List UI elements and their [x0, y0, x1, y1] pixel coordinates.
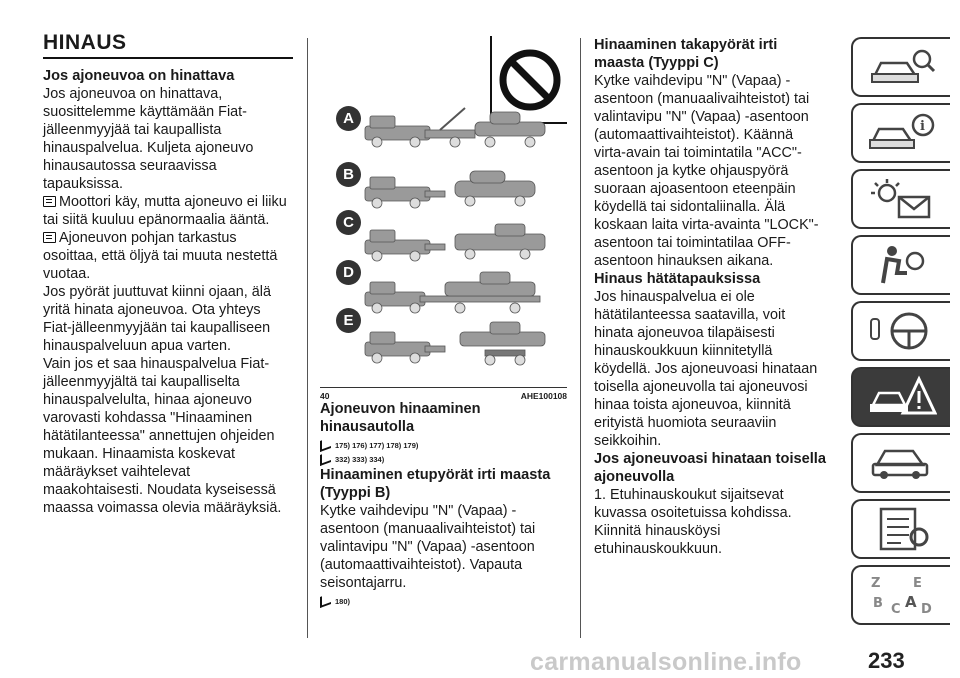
note-text: Ajoneuvon pohjan tarkastus osoittaa, että öljyä tai muuta nestettä vuotaa.: [43, 230, 278, 282]
car-warning-triangle-icon: [867, 375, 937, 419]
steering-wheel-icon: [867, 309, 937, 353]
note-icon: [43, 232, 56, 243]
note-item: [43, 229, 293, 283]
tow-trucks-illustration: [320, 36, 567, 382]
note-icon: [43, 196, 56, 207]
chapter-tab-info[interactable]: [851, 103, 950, 163]
car-maintenance-icon: [867, 441, 937, 485]
watermark: carmanualsonline.info: [530, 648, 802, 676]
chapter-tab-vehicle[interactable]: [851, 37, 950, 97]
chapter-tab-safety[interactable]: [851, 235, 950, 295]
car-search-icon: [867, 45, 937, 89]
svg-text:i: i: [919, 119, 925, 134]
figure-label-e: E: [336, 308, 361, 333]
figure-caption: [320, 387, 567, 401]
car-info-icon: [867, 111, 937, 155]
figure-code: AHE100108: [520, 391, 567, 401]
title-rule: [43, 57, 293, 59]
reference-numbers: 332) 333) 334): [335, 455, 385, 464]
paragraph: Kytke vaihdevipu "N" (Vapaa) -asentoon (manuaalivaihteistot) tai valintavipu "N" (Vapaa) -asentoon (automaattivaihteistot). Vapauta seisontajarru.: [320, 503, 536, 591]
figure-label-d: D: [336, 260, 361, 285]
towing-types-figure: [320, 36, 567, 382]
seat-airbag-icon: [867, 243, 937, 287]
chapter-tab-emergency[interactable]: [851, 367, 950, 427]
chapter-tab-maintenance[interactable]: [851, 433, 950, 493]
alphabetical-index-icon: [867, 573, 937, 617]
svg-text:A: A: [904, 593, 917, 611]
figure-number: 40: [320, 391, 330, 401]
page-number: 233: [868, 648, 905, 673]
heading-emergency-towing: Hinaus hätätapauksissa: [594, 271, 761, 287]
heading-towed-by-vehicle: Jos ajoneuvoasi hinataan toisella ajoneuvolla: [594, 451, 826, 485]
warning-lights-icon: [867, 177, 937, 221]
svg-text:E: E: [912, 576, 922, 591]
heading-type-b: Hinaaminen etupyörät irti maasta (Tyyppi B): [320, 467, 551, 501]
chapter-tab-technical-data[interactable]: [851, 499, 950, 559]
column-left: [43, 0, 293, 517]
paragraph: Jos pyörät juuttuvat kiinni ojaan, älä yritä hinata ajoneuvoa. Ota yhteys Fiat-jälleenmyyjään tai kaupalliseen hinauspalveluun apua varten.: [43, 284, 271, 354]
paragraph: Jos hinauspalvelua ei ole hätätilanteessa saatavilla, voit hinata ajoneuvoa tilapäisesti hinauskoukkuun kiinnitetyllä köydellä. Jos ajoneuvoasi hinataan toisella ajoneuvolla tai ajoneuvosi hinaa toista ajoneuvoa, kiinnitä erityistä huomiota seuraaviin seikkoihin.: [594, 289, 818, 449]
figure-label-c: C: [336, 210, 361, 235]
paragraph: Kytke vaihdevipu "N" (Vapaa) -asentoon (manuaalivaihteistot) tai valintavipu "N" (Vapaa) -asentoon (automaattivaihteistot). Käännä virta-avain tai toimintatila "ACC"-asentoon ja kytke ohjauspyörä suoraan ajoasentoon eteenpäin köydellä tai sidontaliinalla. Älä koskaan laita virta-avainta "LOCK"-asentoon tai toimintatilaa OFF-asentoon hinauksen aikana.: [594, 73, 819, 269]
book-icon: [320, 451, 331, 466]
paragraph: Jos ajoneuvoa on hinattava, suosittelemme käyttämään Fiat-jälleenmyyjää tai kaupallista hinauspalvelua. Kuljeta ajoneuvo hinausautossa seuraavissa tapauksissa.: [43, 86, 254, 192]
reference-line: [320, 453, 567, 464]
svg-text:Z: Z: [870, 576, 880, 591]
section-title: HINAUS: [43, 31, 127, 54]
note-text: Moottori käy, mutta ajoneuvo ei liiku tai siitä kuuluu epänormaalia ääntä.: [43, 194, 287, 228]
column-right: [594, 36, 826, 558]
chapter-tab-index[interactable]: [851, 565, 950, 625]
svg-text:C: C: [890, 602, 901, 617]
book-icon: [320, 437, 331, 452]
column-middle: [320, 400, 567, 608]
figure-label-a: A: [336, 106, 361, 131]
column-divider: [580, 38, 581, 638]
heading-tow-truck: Ajoneuvon hinaaminen hinausautolla: [320, 401, 481, 435]
heading-towing-needed: Jos ajoneuvoa on hinattava: [43, 68, 235, 84]
reference-line: [320, 439, 567, 450]
svg-text:B: B: [872, 596, 883, 611]
reference-line: [320, 595, 567, 606]
svg-text:D: D: [920, 602, 932, 617]
book-icon: [320, 593, 331, 608]
column-divider: [307, 38, 308, 638]
reference-numbers: 180): [335, 597, 351, 606]
chapter-tab-driving[interactable]: [851, 301, 950, 361]
figure-label-b: B: [336, 162, 361, 187]
heading-type-c: Hinaaminen takapyörät irti maasta (Tyyppi C): [594, 37, 778, 71]
note-item: [43, 193, 293, 229]
technical-data-icon: [867, 507, 937, 551]
reference-numbers: 175) 176) 177) 178) 179): [335, 441, 419, 450]
paragraph: Vain jos et saa hinauspalvelua Fiat-jälleenmyyjältä tai kaupalliselta hinauspalvelulta, hinaa ajoneuvo varovasti kohdassa "Hinaaminen hätätilanteessa" annettujen ohjeiden mukaan. Hinaamista koskevat määräykset vaihtelevat maakohtaisesti. Noudata kyseisessä maassa voimassa olevia määräyksiä.: [43, 356, 282, 516]
chapter-tab-warnings[interactable]: [851, 169, 950, 229]
paragraph: 1. Etuhinauskoukut sijaitsevat kuvassa osoitetuissa kohdissa. Kiinnitä hinausköysi etuhinauskoukkuun.: [594, 487, 792, 557]
